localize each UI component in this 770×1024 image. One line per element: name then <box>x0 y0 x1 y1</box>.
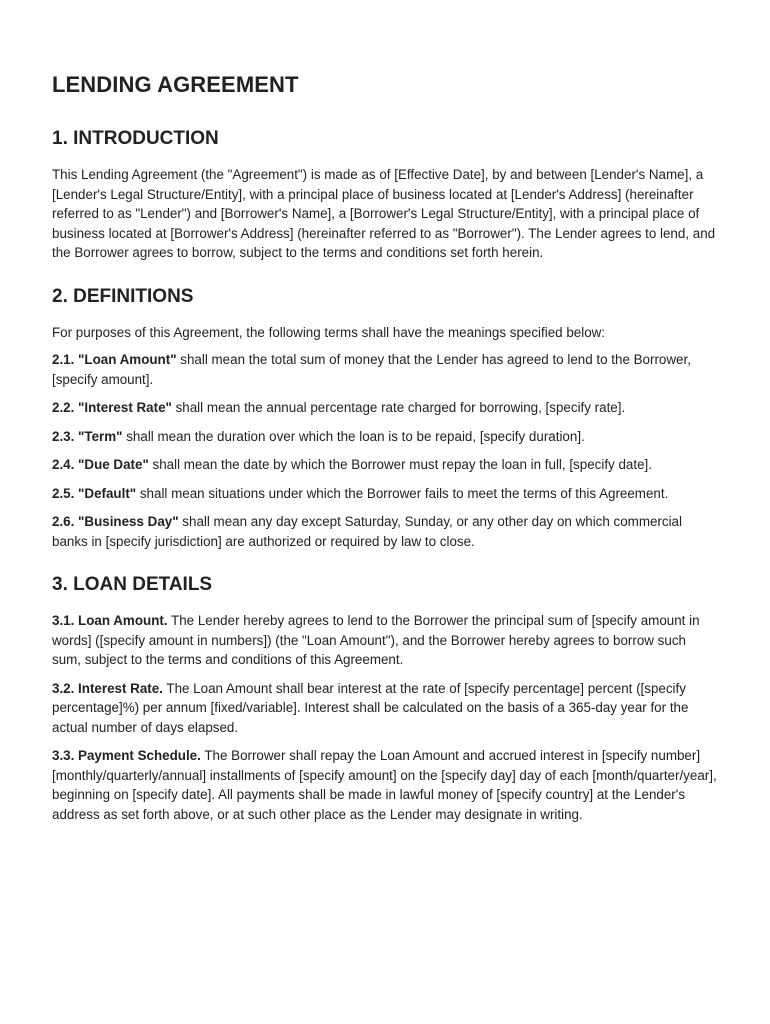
definition-term: 2.4. "Due Date" <box>52 457 149 472</box>
clause-label: 3.1. Loan Amount. <box>52 613 168 628</box>
section-introduction <box>52 127 718 263</box>
clause-item <box>52 611 718 670</box>
definition-text: shall mean the total sum of money that the Lender has agreed to lend to the Borrower, [specify amount]. <box>52 352 691 387</box>
definition-text: shall mean the duration over which the loan is to be repaid, [specify duration]. <box>122 428 585 444</box>
clause-text: The Borrower shall repay the Loan Amount and accrued interest in [specify number] [monthly/quarterly/annual] installments of [specify amount] on the [specify day] day of each [month/quarter/year], beginning on [specify date]. All payments shall be made in lawful money of [specify country] at the Lender's address as set forth above, or at such other place as the Lender may designate in writing. <box>52 748 717 822</box>
definition-term: 2.3. "Term" <box>52 428 123 444</box>
section-heading-introduction: 1. INTRODUCTION <box>52 128 219 149</box>
definition-item <box>52 484 718 504</box>
definition-text: shall mean situations under which the Borrower fails to meet the terms of this Agreement. <box>136 485 669 501</box>
definition-item <box>52 512 718 551</box>
definition-term: 2.1. "Loan Amount" <box>52 352 177 367</box>
clause-item <box>52 746 718 824</box>
section-definitions <box>52 285 718 552</box>
clause-label: 3.2. Interest Rate. <box>52 680 163 696</box>
definitions-intro: For purposes of this Agreement, the following terms shall have the meanings specified below: <box>52 324 606 340</box>
definition-term: 2.6. "Business Day" <box>52 514 179 529</box>
definition-text: shall mean any day except Saturday, Sunday, or any other day on which commercial banks in [specify jurisdiction] are authorized or required by law to close. <box>52 514 682 549</box>
clause-text: The Lender hereby agrees to lend to the Borrower the principal sum of [specify amount in words] ([specify amount in numbers]) (the "Loan Amount"), and the Borrower hereby agrees to borrow such sum, subject to the terms and conditions of this Agreement. <box>52 613 700 667</box>
definition-item <box>52 455 718 475</box>
definition-item <box>52 427 718 447</box>
section-heading-definitions: 2. DEFINITIONS <box>52 285 194 307</box>
definition-text: shall mean the date by which the Borrower must repay the loan in full, [specify date]. <box>148 457 652 472</box>
definition-item <box>52 350 718 389</box>
definition-term: 2.2. "Interest Rate" <box>52 400 172 415</box>
document-title: LENDING AGREEMENT <box>52 72 299 97</box>
clause-item <box>52 679 718 738</box>
definition-item <box>52 398 718 418</box>
section-loan-details <box>52 573 718 824</box>
clause-label: 3.3. Payment Schedule. <box>52 748 201 763</box>
section-heading-loan-details: 3. LOAN DETAILS <box>52 574 213 595</box>
definition-term: 2.5. "Default" <box>52 485 137 501</box>
introduction-paragraph: This Lending Agreement (the "Agreement") is made as of [Effective Date], by and between [Lender's Name], a [Lender's Legal Structure/Entity], with a principal place of business located at [Lender's Address] (hereinafter referred to as "Lender") and [Borrower's Name], a [Borrower's Legal Structure/Entity], with a principal place of business located at [Borrower's Address] (hereinafter referred to as "Borrower"). The Lender agrees to lend, and the Borrower agrees to borrow, subject to the terms and conditions set forth herein. <box>52 167 716 260</box>
clause-text: The Loan Amount shall bear interest at the rate of [specify percentage] percent ([specify percentage]%) per annum [fixed/variable]. Interest shall be calculated on the basis of a 365-day year for the actual number of days elapsed. <box>52 680 689 735</box>
definition-text: shall mean the annual percentage rate charged for borrowing, [specify rate]. <box>171 400 626 415</box>
